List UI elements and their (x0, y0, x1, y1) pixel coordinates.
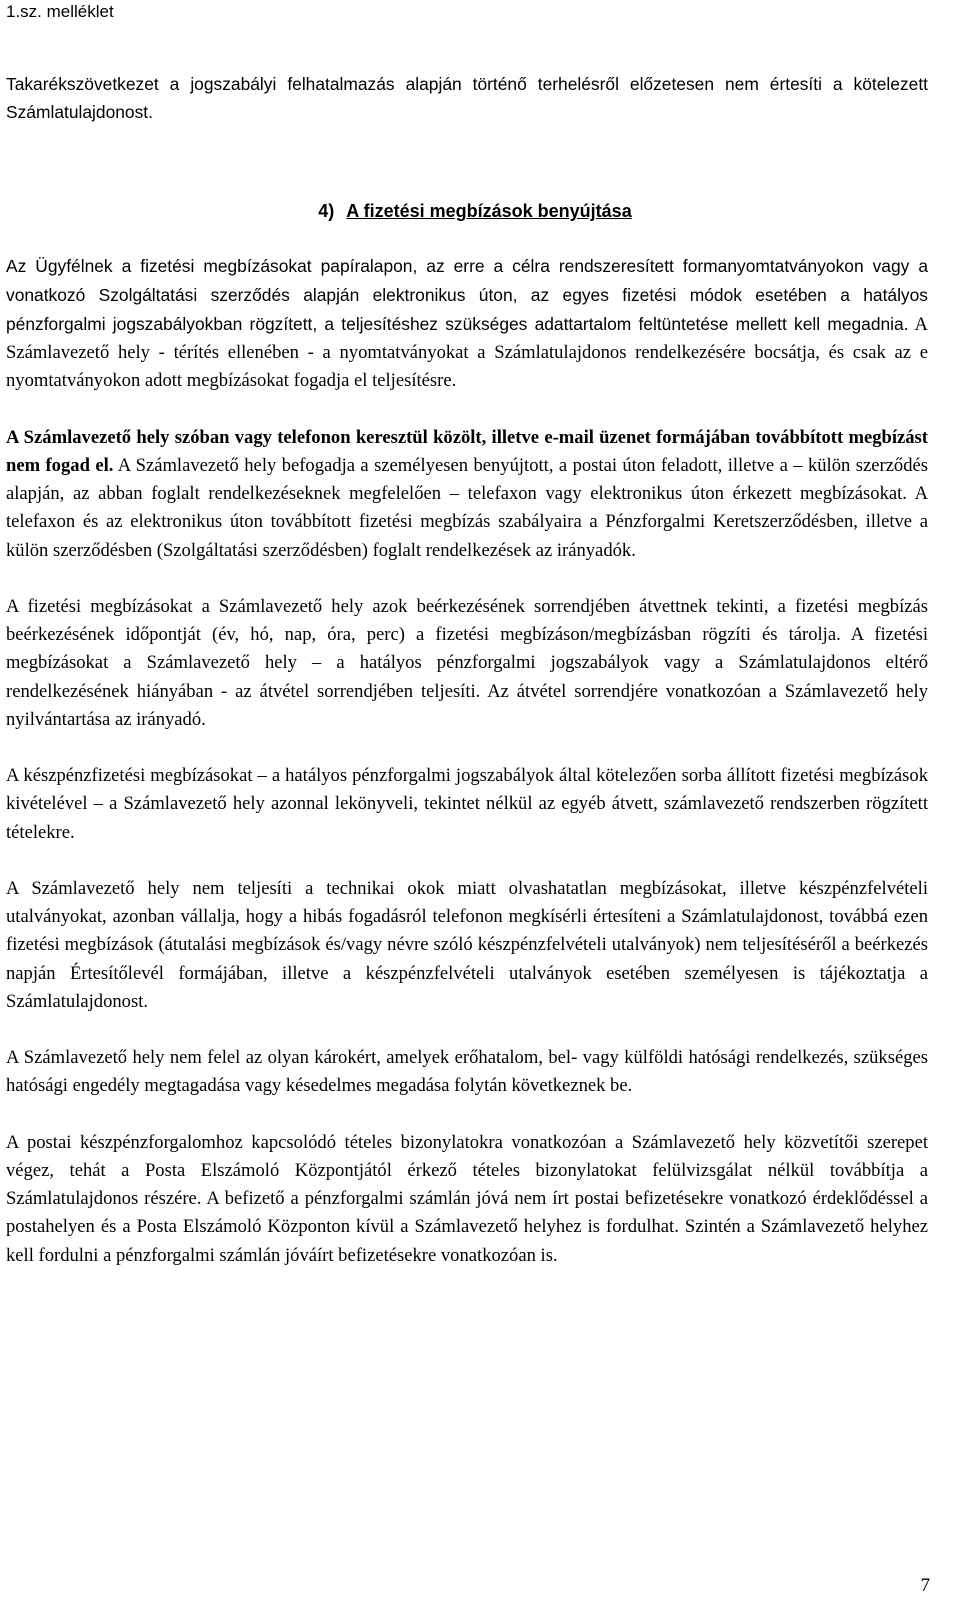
paragraph-submission-methods-sans: Az Ügyfélnek a fizetési megbízásokat papíralapon, az erre a célra rendszeresített formanyomtatványokon vagy a vonatkozó Szolgáltatási szerződés alapján elektronikus úton, az egyes fizetési módok esetében a hatályos pénzforgalmi jogszabályokban rögzített, a teljesítéshez szükséges adattartalom feltüntetése mellett kell megadnia. (6, 255, 928, 335)
attachment-label: 1.sz. melléklet (6, 2, 114, 21)
section-title: A fizetési megbízások benyújtása (346, 201, 632, 222)
paragraph-submission-methods (6, 252, 928, 396)
paragraph-liability: A Számlavezető hely nem felel az olyan károkért, amelyek erőhatalom, bel- vagy külföldi hatósági rendelkezés, szükséges hatósági engedély megtagadása vagy késedelmes megadása folytán következnek be. (6, 1047, 928, 1097)
paragraph-accepted-channels-bold: A Számlavezető hely szóban vagy telefonon keresztül közölt, illetve e-mail üzenet formájában továbbított megbízást nem fogad el. (6, 426, 928, 477)
section-heading (6, 197, 928, 225)
paragraph-illegible-orders: A Számlavezető hely nem teljesíti a technikai okok miatt olvashatatlan megbízásokat, illetve készpénzfelvételi utalványokat, azonban vállalja, hogy a hibás fogadásról telefonon megkísérli értesíteni a Számlatulajdonost, továbbá ezen fizetési megbízások (átutalási megbízások és/vagy névre szóló készpénzfelvételi utalványok) nem teljesítéséről a beérkezés napján Értesítőlevél formájában, illetve a készpénzfelvételi utalványok esetében személyesen is tájékoztatja a Számlatulajdonost. (6, 878, 928, 1012)
paragraph-order-of-receipt: A fizetési megbízásokat a Számlavezető hely azok beérkezésének sorrendjében átvettnek tekinti, a fizetési megbízás beérkezésének időpontját (év, hó, nap, óra, perc) a fizetési megbízáson/megbízásban rögzíti és tárolja. A fizetési megbízásokat a Számlavezető hely – a hatályos pénzforgalmi jogszabályok vagy a Számlatulajdonos eltérő rendelkezésének hiányában - az átvétel sorrendjében teljesíti. Az átvétel sorrendjére vonatkozóan a Számlavezető hely nyilvántartása az irányadó. (6, 596, 928, 730)
paragraph-accepted-channels-rest: A Számlavezető hely befogadja a személyesen benyújtott, a postai úton feladott, illetve a – külön szerződés alapján, az abban foglalt rendelkezéseknek megfelelően – telefaxon vagy elektronikus úton érkezett megbízásokat. A telefaxon és az elektronikus úton továbbított fizetési megbízás szabályaira a Pénzforgalmi Keretszerződésben, illetve a külön szerződésben (Szolgáltatási szerződésben) foglalt rendelkezések az irányadók. (6, 455, 929, 561)
page-number: 7 (920, 1575, 930, 1596)
intro-paragraph: Takarékszövetkezet a jogszabályi felhatalmazás alapján történő terhelésről előzetesen nem értesíti a kötelezett Számlatulajdonost. (6, 74, 928, 123)
paragraph-submission-methods-serif: A Számlavezető hely - térítés ellenében - a nyomtatványokat a Számlatulajdonos rendelkezésére bocsátja, és csak az e nyomtatványokon adott megbízásokat fogadja el teljesítésre. (6, 314, 928, 392)
paragraph-accepted-channels (6, 424, 928, 565)
paragraph-cash-payment-orders: A készpénzfizetési megbízásokat – a hatályos pénzforgalmi jogszabályok által kötelezően sorba állított fizetési megbízások kivételével – a Számlavezető hely azonnal lekönyveli, tekintet nélkül az egyéb átvett, számlavezető rendszerben rögzített tételekre. (6, 765, 928, 843)
section-number: 4) (318, 201, 335, 222)
document-body (6, 70, 928, 1298)
paragraph-postal-cash: A postai készpénzforgalomhoz kapcsolódó tételes bizonylatokra vonatkozóan a Számlavezető hely közvetítői szerepet végez, tehát a Posta Elszámoló Központjától érkező tételes bizonylatokat felülvizsgálat nélkül továbbítja a Számlatulajdonos részére. A befizető a pénzforgalmi számlán jóvá nem írt postai befizetésekre vonatkozó érdeklődéssel a postahelyen és a Posta Elszámoló Központon kívül a Számlavezető helyhez is fordulhat. Szintén a Számlavezető helyhez kell fordulni a pénzforgalmi számlán jóváírt befizetésekre vonatkozóan is. (6, 1131, 928, 1266)
